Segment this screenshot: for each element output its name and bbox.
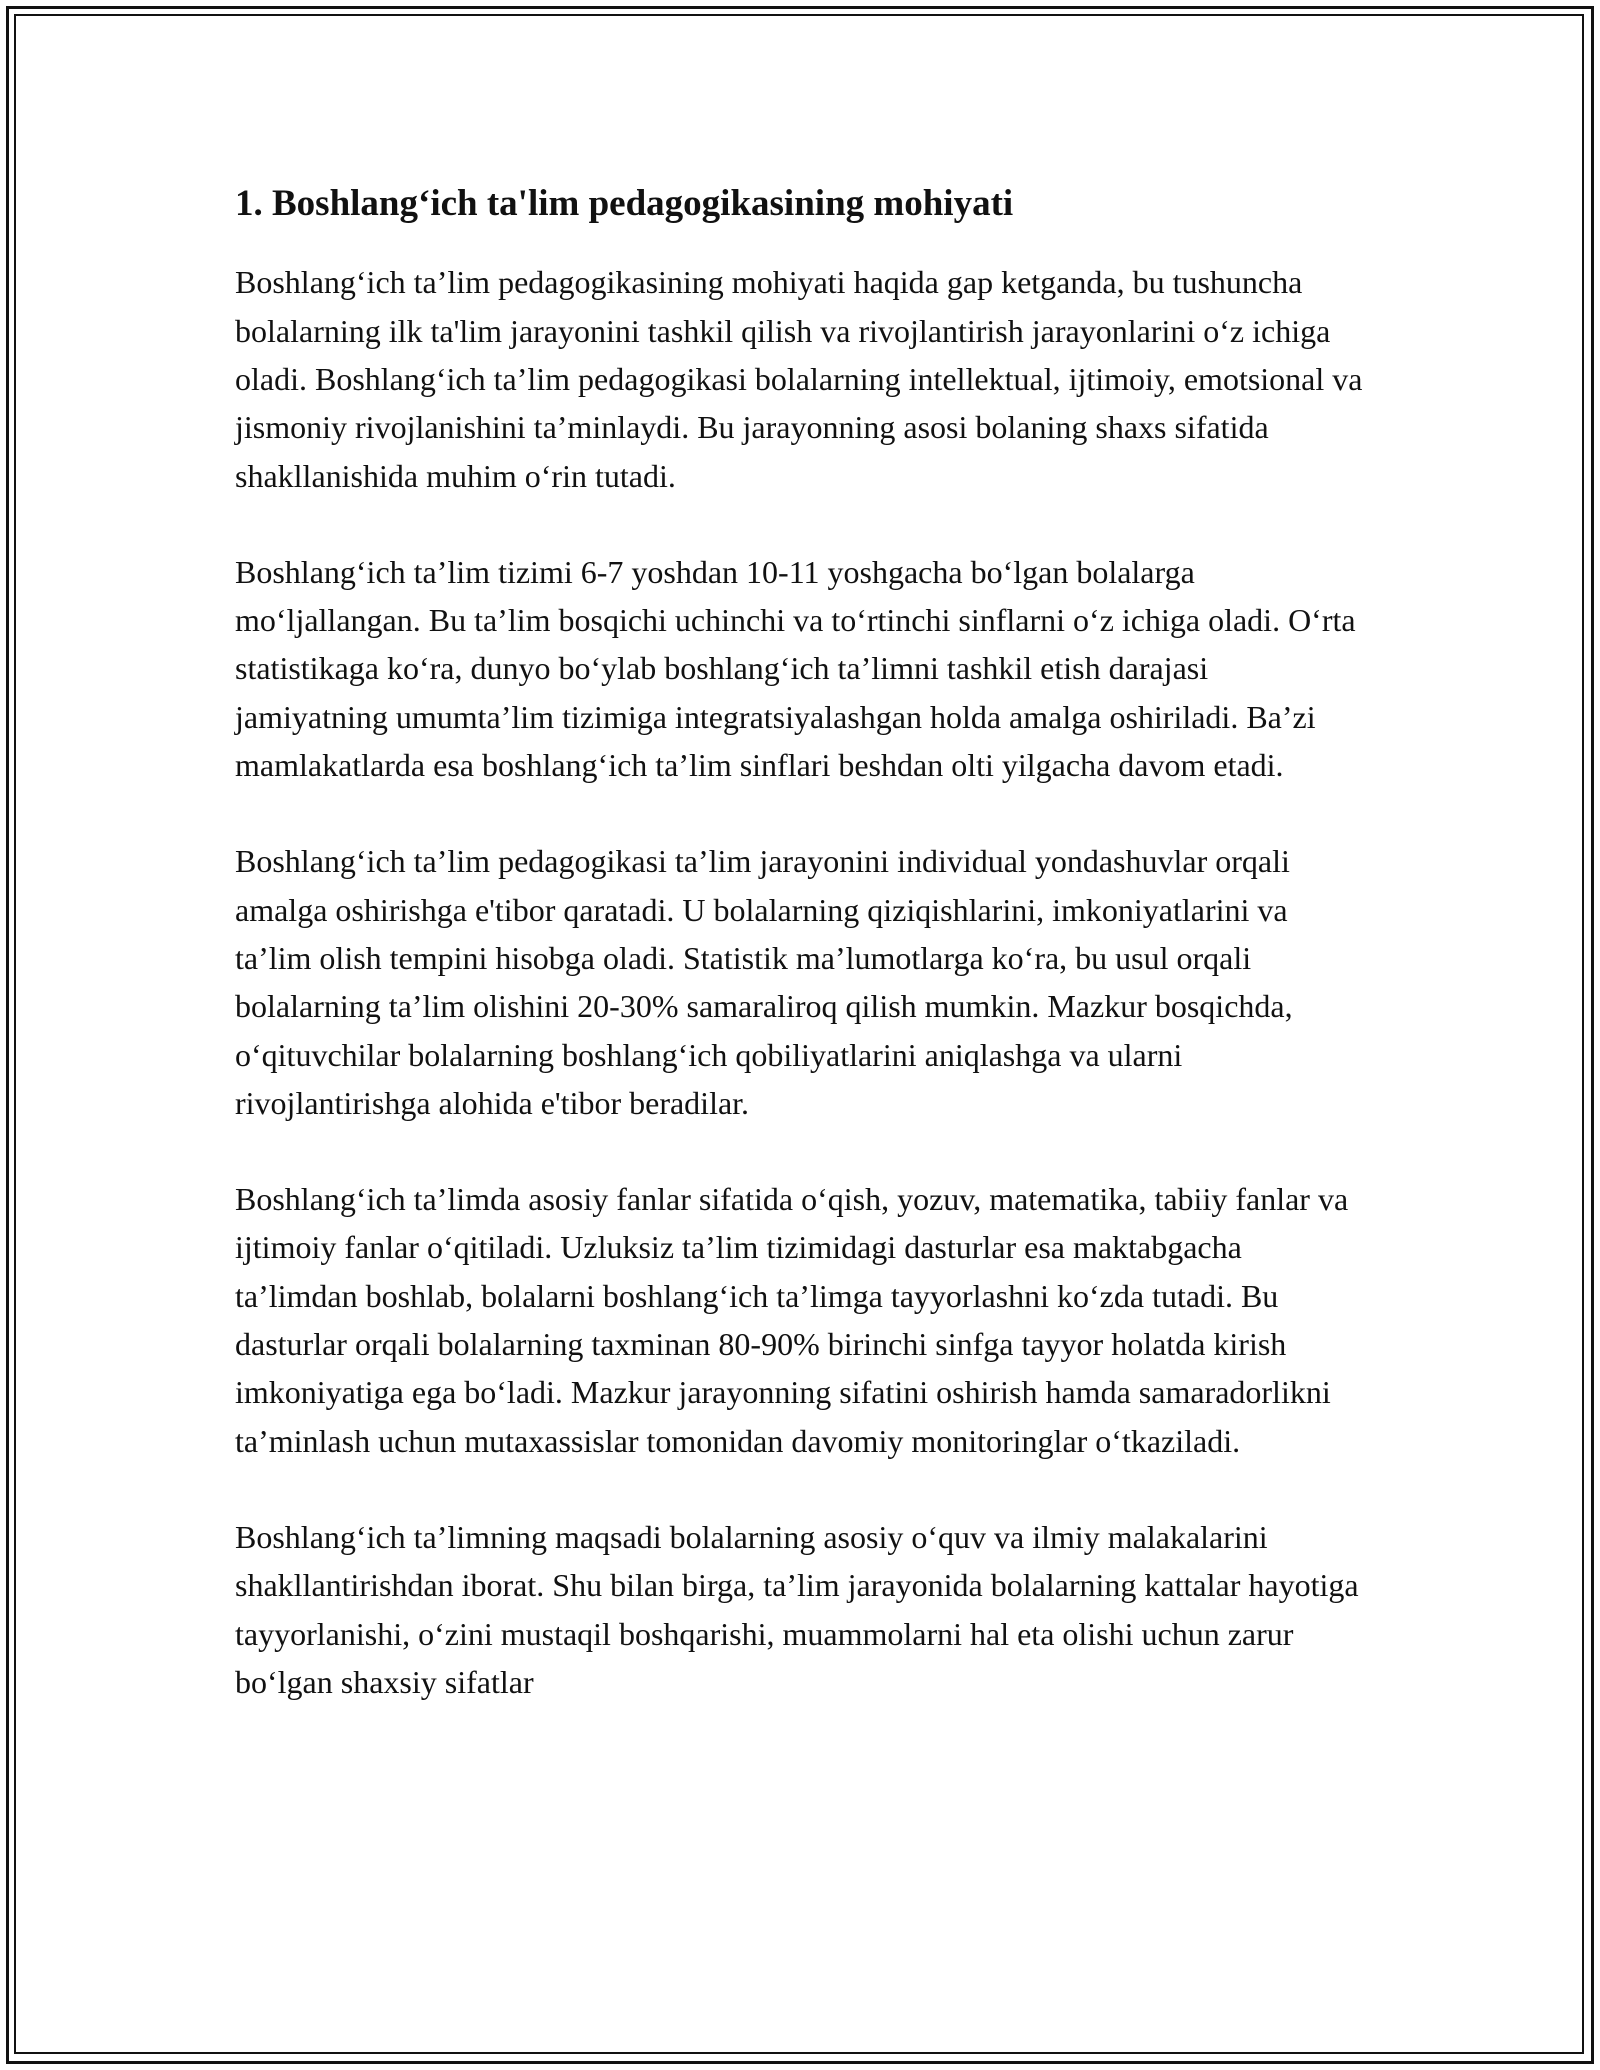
paragraph-5: Boshlang‘ich ta’limning maqsadi bolalarning asosiy o‘quv va ilmiy malakalarini shakllantirishdan iborat. Shu bilan birga, ta’lim jarayonida bolalarning kattalar hayotiga tayyorlanishi, o‘zini mustaqil boshqarishi, muammolarni hal eta olishi uchun zarur bo‘lgan shaxsiy sifatlar <box>235 1518 1359 1700</box>
paragraph-1: Boshlang‘ich ta’lim pedagogikasining mohiyati haqida gap ketganda, bu tushuncha bolalarning ilk ta'lim jarayonini tashkil qilish va rivojlantirish jarayonlarini o‘z ichiga oladi. Boshlang‘ich ta’lim pedagogikasi bolalarning intellektual, ijtimoiy, emotsional va jismoniy rivojlanishini ta’minlaydi. Bu jarayonning asosi bolaning shaxs sifatida shakllanishida muhim o‘rin tutadi. <box>235 264 1363 494</box>
paragraph-3: Boshlang‘ich ta’lim pedagogikasi ta’lim jarayonini individual yondashuvlar orqali amalga oshirishga e'tibor qaratadi. U bolalarning qiziqishlarini, imkoniyatlarini va ta’lim olish tempini hisobga oladi. Statistik ma’lumotlarga ko‘ra, bu usul orqali bolalarning ta’lim olishini 20-30% samaraliroq qilish mumkin. Mazkur bosqichda, o‘qituvchilar bolalarning boshlang‘ich qobiliyatlarini aniqlashga va ularni rivojlantirishga alohida e'tibor beradilar. <box>235 843 1293 1121</box>
paragraph-4: Boshlang‘ich ta’limda asosiy fanlar sifatida o‘qish, yozuv, matematika, tabiiy fanlar va ijtimoiy fanlar o‘qitiladi. Uzluksiz ta’lim tizimidagi dasturlar esa maktabgacha ta’limdan boshlab, bolalarni boshlang‘ich ta’limga tayyorlashni ko‘zda tutadi. Bu dasturlar orqali bolalarning taxminan 80-90% birinchi sinfga tayyor holatda kirish imkoniyatiga ega bo‘ladi. Mazkur jarayonning sifatini oshirish hamda samaradorlikni ta’minlash uchun mutaxassislar tomonidan davomiy monitoringlar o‘tkaziladi. <box>235 1181 1349 1459</box>
document-body <box>235 182 1365 1754</box>
section-heading: 1. Boshlang‘ich ta'lim pedagogikasining mohiyati <box>235 183 1014 224</box>
paragraph-2: Boshlang‘ich ta’lim tizimi 6-7 yoshdan 10-11 yoshgacha bo‘lgan bolalarga mo‘ljallangan. Bu ta’lim bosqichi uchinchi va to‘rtinchi sinflarni o‘z ichiga oladi. O‘rta statistikaga ko‘ra, dunyo bo‘ylab boshlang‘ich ta’limni tashkil etish darajasi jamiyatning umumta’lim tizimiga integratsiyalashgan holda amalga oshiriladi. Ba’zi mamlakatlarda esa boshlang‘ich ta’lim sinflari beshdan olti yilgacha davom etadi. <box>235 553 1356 784</box>
